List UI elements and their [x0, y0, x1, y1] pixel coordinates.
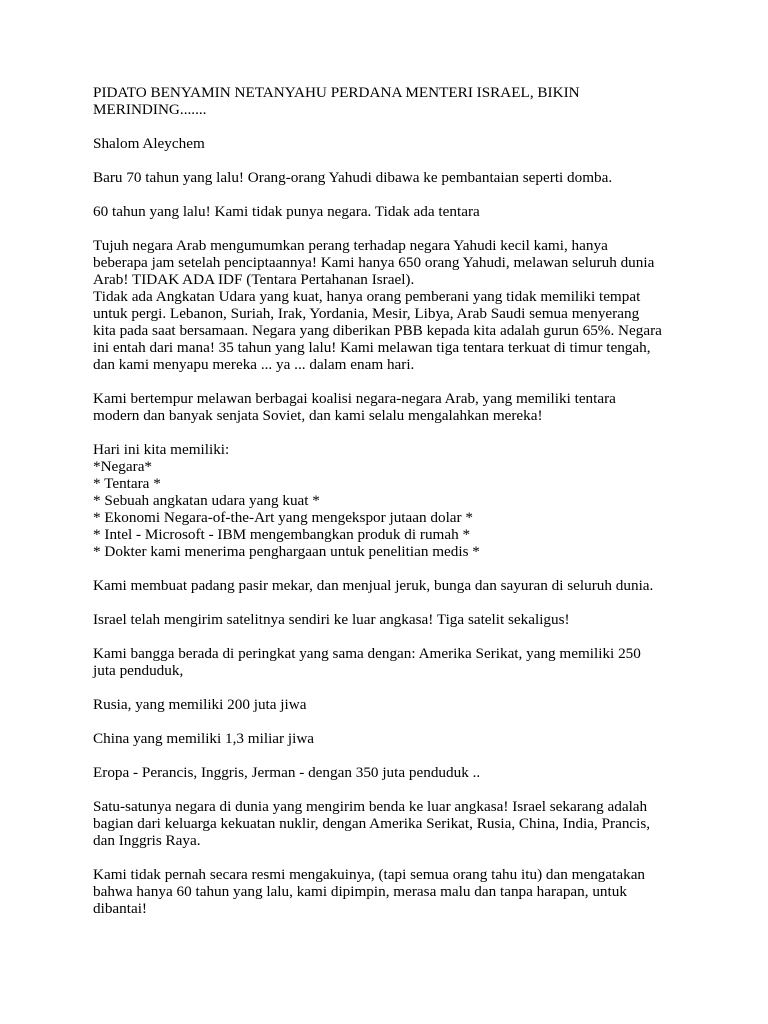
paragraph-line: Kami tidak pernah secara resmi mengakuinya, (tapi semua orang tahu itu) dan mengatakan [93, 866, 646, 883]
paragraph-line: modern dan banyak senjata Soviet, dan kami selalu mengalahkan mereka! [93, 407, 543, 424]
achievement-list [93, 441, 688, 560]
paragraph-line: bagian dari keluarga kekuatan nuklir, dengan Amerika Serikat, Rusia, China, India, Prancis, [93, 815, 651, 832]
paragraph-line: dibantai! [93, 900, 147, 917]
paragraph-line: beberapa jam setelah penciptaannya! Kami hanya 650 orang Yahudi, melawan seluruh dunia [93, 254, 655, 271]
paragraph-line: Kami bertempur melawan berbagai koalisi negara-negara Arab, yang memiliki tentara [93, 390, 616, 407]
paragraph-line: Baru 70 tahun yang lalu! Orang-orang Yahudi dibawa ke pembantaian seperti domba. [93, 169, 613, 186]
greeting [93, 135, 688, 152]
paragraph-line: ini entah dari mana! 35 tahun yang lalu! Kami melawan tiga tentara terkuat di timur tengah, [93, 339, 651, 356]
list-item: * Tentara * [93, 475, 161, 492]
paragraph-line: Satu-satunya negara di dunia yang mengirim benda ke luar angkasa! Israel sekarang adalah [93, 798, 648, 815]
paragraph-line: Kami membuat padang pasir mekar, dan menjual jeruk, bunga dan sayuran di seluruh dunia. [93, 577, 654, 594]
paragraph-line: Kami bangga berada di peringkat yang sama dengan: Amerika Serikat, yang memiliki 250 [93, 645, 641, 662]
list-item: * Intel - Microsoft - IBM mengembangkan produk di rumah * [93, 526, 471, 543]
paragraph-line: Israel telah mengirim satelitnya sendiri ke luar angkasa! Tiga satelit sekaligus! [93, 611, 570, 628]
list-item: * Sebuah angkatan udara yang kuat * [93, 492, 320, 509]
paragraph-8 [93, 696, 688, 713]
paragraph-10 [93, 764, 688, 781]
paragraph-line: juta penduduk, [93, 662, 184, 679]
paragraph-line: Arab! TIDAK ADA IDF (Tentara Pertahanan Israel). [93, 271, 415, 288]
title-line: MERINDING....... [93, 101, 207, 118]
paragraph-line: untuk pergi. Lebanon, Suriah, Irak, Yordania, Mesir, Libya, Arab Saudi semua menyerang [93, 305, 640, 322]
paragraph-9 [93, 730, 688, 747]
paragraph-line: dan Inggris Raya. [93, 832, 201, 849]
paragraph-1 [93, 169, 688, 186]
paragraph-6 [93, 611, 688, 628]
list-item: *Negara* [93, 458, 153, 475]
list-item: * Ekonomi Negara-of-the-Art yang mengekspor jutaan dolar * [93, 509, 473, 526]
paragraph-line: dan kami menyapu mereka ... ya ... dalam enam hari. [93, 356, 415, 373]
paragraph-line: Eropa - Perancis, Inggris, Jerman - dengan 350 juta penduduk .. [93, 764, 481, 781]
title-line: PIDATO BENYAMIN NETANYAHU PERDANA MENTERI ISRAEL, BIKIN [93, 84, 580, 101]
paragraph-line: kita pada saat bersamaan. Negara yang diberikan PBB kepada kita adalah gurun 65%. Negara [93, 322, 662, 339]
paragraph-line: China yang memiliki 1,3 miliar jiwa [93, 730, 315, 747]
paragraph-line: 60 tahun yang lalu! Kami tidak punya negara. Tidak ada tentara [93, 203, 480, 220]
paragraph-3 [93, 237, 688, 373]
paragraph-5 [93, 577, 688, 594]
paragraph-2 [93, 203, 688, 220]
paragraph-4 [93, 390, 688, 424]
list-intro: Hari ini kita memiliki: [93, 441, 230, 458]
paragraph-11 [93, 798, 688, 849]
greeting-line: Shalom Aleychem [93, 135, 205, 152]
paragraph-7 [93, 645, 688, 679]
document-title [93, 84, 688, 118]
paragraph-12 [93, 866, 688, 917]
paragraph-line: Tujuh negara Arab mengumumkan perang terhadap negara Yahudi kecil kami, hanya [93, 237, 608, 254]
paragraph-line: Tidak ada Angkatan Udara yang kuat, hanya orang pemberani yang tidak memiliki tempat [93, 288, 641, 305]
paragraph-line: bahwa hanya 60 tahun yang lalu, kami dipimpin, merasa malu dan tanpa harapan, untuk [93, 883, 627, 900]
list-item: * Dokter kami menerima penghargaan untuk penelitian medis * [93, 543, 480, 560]
paragraph-line: Rusia, yang memiliki 200 juta jiwa [93, 696, 307, 713]
